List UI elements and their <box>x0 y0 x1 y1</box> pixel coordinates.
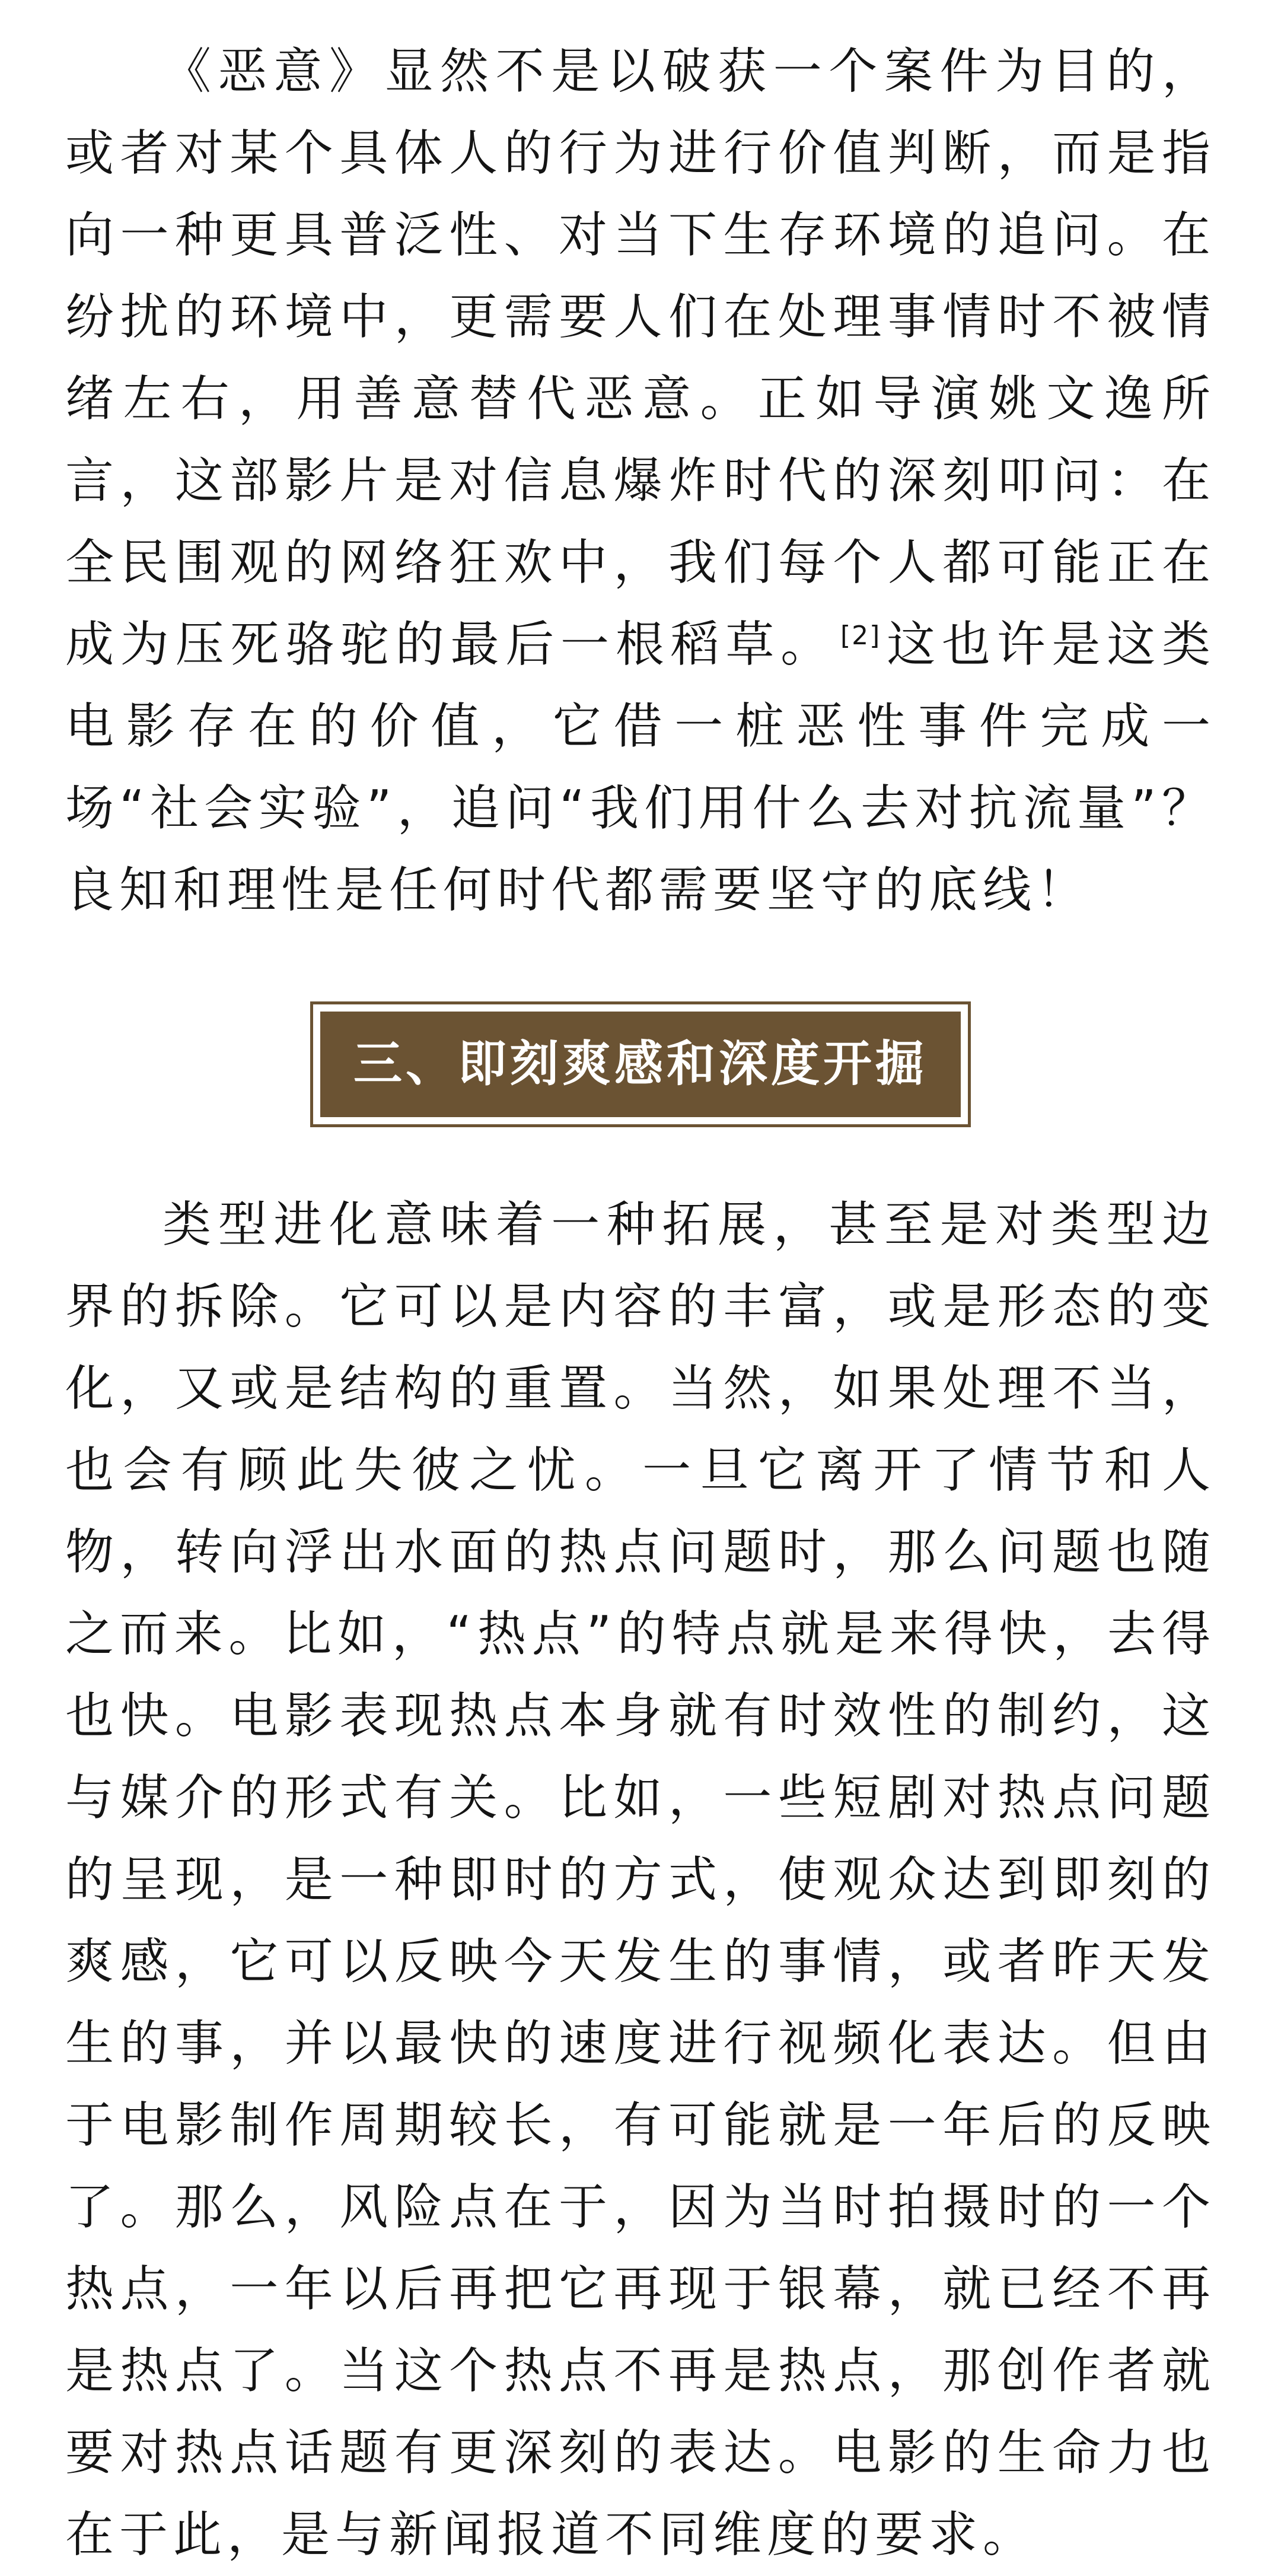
paragraph-intro-text-continued: 这也许是这类电影存在的价值，它借一桩恶性事件完成一场“社会实验”，追问“我们用什么去对抗流量”？良知和理性是任何时代都需要坚守的底线！ <box>65 616 1216 918</box>
section-heading: 三、即刻爽感和深度开掘 <box>320 1012 961 1117</box>
section-heading-container <box>65 1001 1216 1127</box>
footnote-reference[interactable]: [2] <box>840 620 881 651</box>
paragraph-intro-text: 《恶意》显然不是以破获一个案件为目的，或者对某个具体人的行为进行价值判断，而是指向一种更具普泛性、对当下生存环境的追问。在纷扰的环境中，更需要人们在处理事情时不被情绪左右，用善意替代恶意。正如导演姚文逸所言，这部影片是对信息爆炸时代的深刻叩问：在全民围观的网络狂欢中，我们每个人都可能正在成为压死骆驼的最后一根稻草。 <box>65 43 1216 673</box>
section-heading-frame <box>310 1001 971 1127</box>
paragraph-section-three: 类型进化意味着一种拓展，甚至是对类型边界的拆除。它可以是内容的丰富，或是形态的变化，又或是结构的重置。当然，如果处理不当，也会有顾此失彼之忧。一旦它离开了情节和人物，转向浮出水面的热点问题时，那么问题也随之而来。比如，“热点”的特点就是来得快，去得也快。电影表现热点本身就有时效性的制约，这与媒介的形式有关。比如，一些短剧对热点问题的呈现，是一种即时的方式，使观众达到即刻的爽感，它可以反映今天发生的事情，或者昨天发生的事，并以最快的速度进行视频化表达。但由于电影制作周期较长，有可能就是一年后的反映了。那么，风险点在于，因为当时拍摄时的一个热点，一年以后再把它再现于银幕，就已经不再是热点了。当这个热点不再是热点，那创作者就要对热点话题有更深刻的表达。电影的生命力也在于此，是与新闻报道不同维度的要求。 <box>65 1197 1216 2563</box>
paragraph-intro <box>65 31 1216 931</box>
